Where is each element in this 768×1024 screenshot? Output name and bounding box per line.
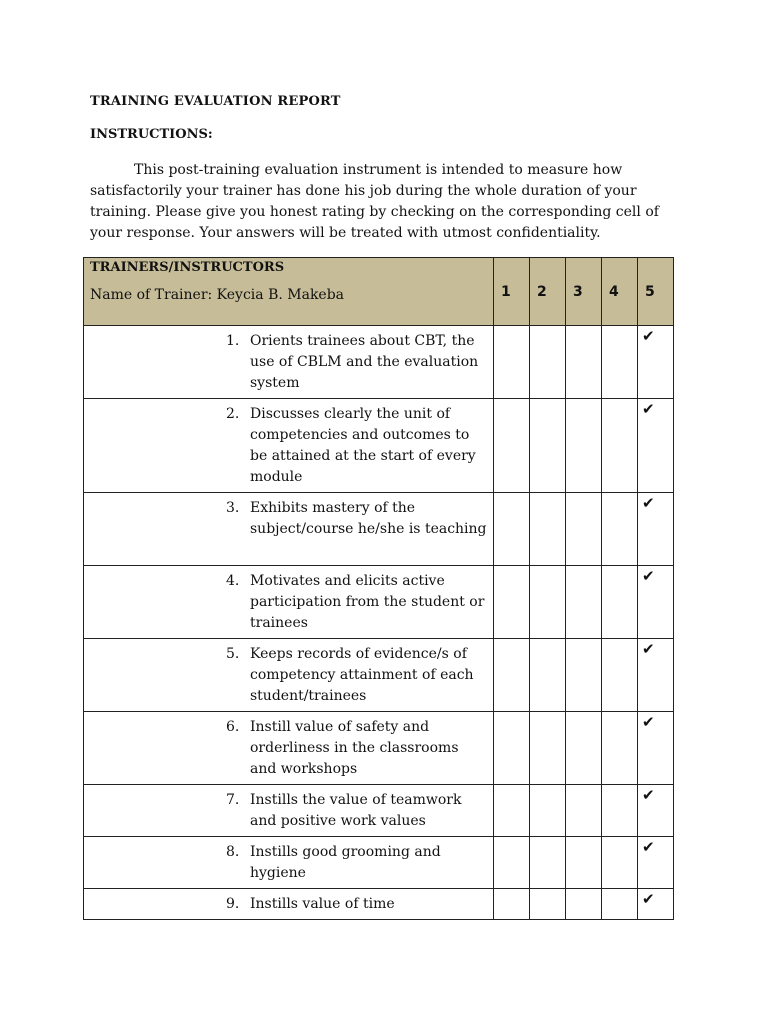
instructions-heading: INSTRUCTIONS: [90, 127, 213, 142]
criterion-cell [84, 566, 494, 639]
rating-cell-5[interactable] [638, 399, 674, 493]
criterion-text: Discusses clearly the unit of competencies and outcomes to be attained at the start of every module [250, 406, 476, 485]
rating-cell-2[interactable] [530, 326, 566, 399]
check-mark-icon: ✔ [642, 786, 655, 804]
evaluation-table [83, 257, 674, 920]
criterion-cell [84, 889, 494, 920]
rating-cell-2[interactable] [530, 399, 566, 493]
criterion-number: 4. [226, 573, 240, 589]
table-row [84, 639, 674, 712]
report-title: TRAINING EVALUATION REPORT [90, 94, 341, 109]
table-header-row [84, 258, 674, 326]
criterion-text: Instill value of safety and orderliness in the classrooms and workshops [250, 719, 459, 777]
score-header-4: 4 [602, 258, 638, 326]
table-row [84, 837, 674, 889]
criterion-text: Orients trainees about CBT, the use of CBLM and the evaluation system [250, 333, 479, 391]
rating-cell-5[interactable] [638, 566, 674, 639]
check-mark-icon: ✔ [642, 327, 655, 345]
rating-cell-3[interactable] [566, 566, 602, 639]
rating-cell-4[interactable] [602, 639, 638, 712]
rating-cell-5[interactable] [638, 493, 674, 566]
rating-cell-4[interactable] [602, 566, 638, 639]
criterion-number: 6. [226, 719, 240, 735]
rating-cell-1[interactable] [494, 566, 530, 639]
rating-cell-3[interactable] [566, 326, 602, 399]
criterion-cell [84, 326, 494, 399]
criterion-number: 9. [226, 896, 240, 912]
rating-cell-2[interactable] [530, 889, 566, 920]
rating-cell-3[interactable] [566, 493, 602, 566]
check-mark-icon: ✔ [642, 494, 655, 512]
criterion-cell [84, 399, 494, 493]
rating-cell-4[interactable] [602, 712, 638, 785]
rating-cell-4[interactable] [602, 493, 638, 566]
rating-cell-5[interactable] [638, 326, 674, 399]
criterion-number: 3. [226, 500, 240, 516]
criterion-number: 5. [226, 646, 240, 662]
table-row [84, 566, 674, 639]
check-mark-icon: ✔ [642, 713, 655, 731]
rating-cell-1[interactable] [494, 399, 530, 493]
rating-cell-5[interactable] [638, 785, 674, 837]
rating-cell-3[interactable] [566, 712, 602, 785]
rating-cell-5[interactable] [638, 889, 674, 920]
criterion-number: 1. [226, 333, 240, 349]
rating-cell-1[interactable] [494, 785, 530, 837]
table-row [84, 712, 674, 785]
check-mark-icon: ✔ [642, 400, 655, 418]
score-header-3: 3 [566, 258, 602, 326]
rating-cell-4[interactable] [602, 889, 638, 920]
rating-cell-3[interactable] [566, 889, 602, 920]
criterion-text: Keeps records of evidence/s of competency attainment of each student/trainees [250, 646, 474, 704]
table-row [84, 493, 674, 566]
rating-cell-3[interactable] [566, 639, 602, 712]
trainers-instructors-label: TRAINERS/INSTRUCTORS [90, 260, 285, 275]
criterion-text: Motivates and elicits active participation from the student or trainees [250, 573, 485, 631]
rating-cell-1[interactable] [494, 889, 530, 920]
check-mark-icon: ✔ [642, 567, 655, 585]
rating-cell-3[interactable] [566, 837, 602, 889]
trainers-header-cell [84, 258, 494, 326]
criterion-number: 2. [226, 406, 240, 422]
rating-cell-4[interactable] [602, 785, 638, 837]
instructions-paragraph [90, 160, 670, 244]
rating-cell-1[interactable] [494, 712, 530, 785]
criterion-cell [84, 493, 494, 566]
rating-cell-2[interactable] [530, 493, 566, 566]
rating-cell-1[interactable] [494, 326, 530, 399]
score-header-1: 1 [494, 258, 530, 326]
criterion-text: Instills good grooming and hygiene [250, 844, 441, 881]
table-row [84, 326, 674, 399]
rating-cell-2[interactable] [530, 785, 566, 837]
rating-cell-1[interactable] [494, 837, 530, 889]
criterion-number: 8. [226, 844, 240, 860]
check-mark-icon: ✔ [642, 838, 655, 856]
rating-cell-2[interactable] [530, 566, 566, 639]
criterion-cell [84, 837, 494, 889]
score-header-5: 5 [638, 258, 674, 326]
rating-cell-5[interactable] [638, 712, 674, 785]
criterion-number: 7. [226, 792, 240, 808]
rating-cell-2[interactable] [530, 712, 566, 785]
check-mark-icon: ✔ [642, 640, 655, 658]
rating-cell-2[interactable] [530, 837, 566, 889]
score-header-2: 2 [530, 258, 566, 326]
instructions-body: This post-training evaluation instrument is intended to measure how satisfactorily your trainer has done his job during the whole duration of your training. Please give you honest rating by checking on the corresponding cell of your response. Your answers will be treated with utmost confidentiality. [90, 162, 659, 241]
rating-cell-4[interactable] [602, 837, 638, 889]
table-row [84, 399, 674, 493]
rating-cell-5[interactable] [638, 837, 674, 889]
rating-cell-5[interactable] [638, 639, 674, 712]
rating-cell-4[interactable] [602, 326, 638, 399]
rating-cell-1[interactable] [494, 639, 530, 712]
trainer-name: Name of Trainer: Keycia B. Makeba [90, 287, 345, 303]
check-mark-icon: ✔ [642, 890, 655, 908]
table-row [84, 889, 674, 920]
criterion-text: Instills the value of teamwork and positive work values [250, 792, 462, 829]
criterion-cell [84, 785, 494, 837]
criterion-text: Instills value of time [250, 896, 395, 912]
criterion-text: Exhibits mastery of the subject/course he/she is teaching [250, 500, 487, 537]
criterion-cell [84, 639, 494, 712]
rating-cell-2[interactable] [530, 639, 566, 712]
rating-cell-3[interactable] [566, 785, 602, 837]
rating-cell-4[interactable] [602, 399, 638, 493]
rating-cell-3[interactable] [566, 399, 602, 493]
criterion-cell [84, 712, 494, 785]
rating-cell-1[interactable] [494, 493, 530, 566]
table-row [84, 785, 674, 837]
